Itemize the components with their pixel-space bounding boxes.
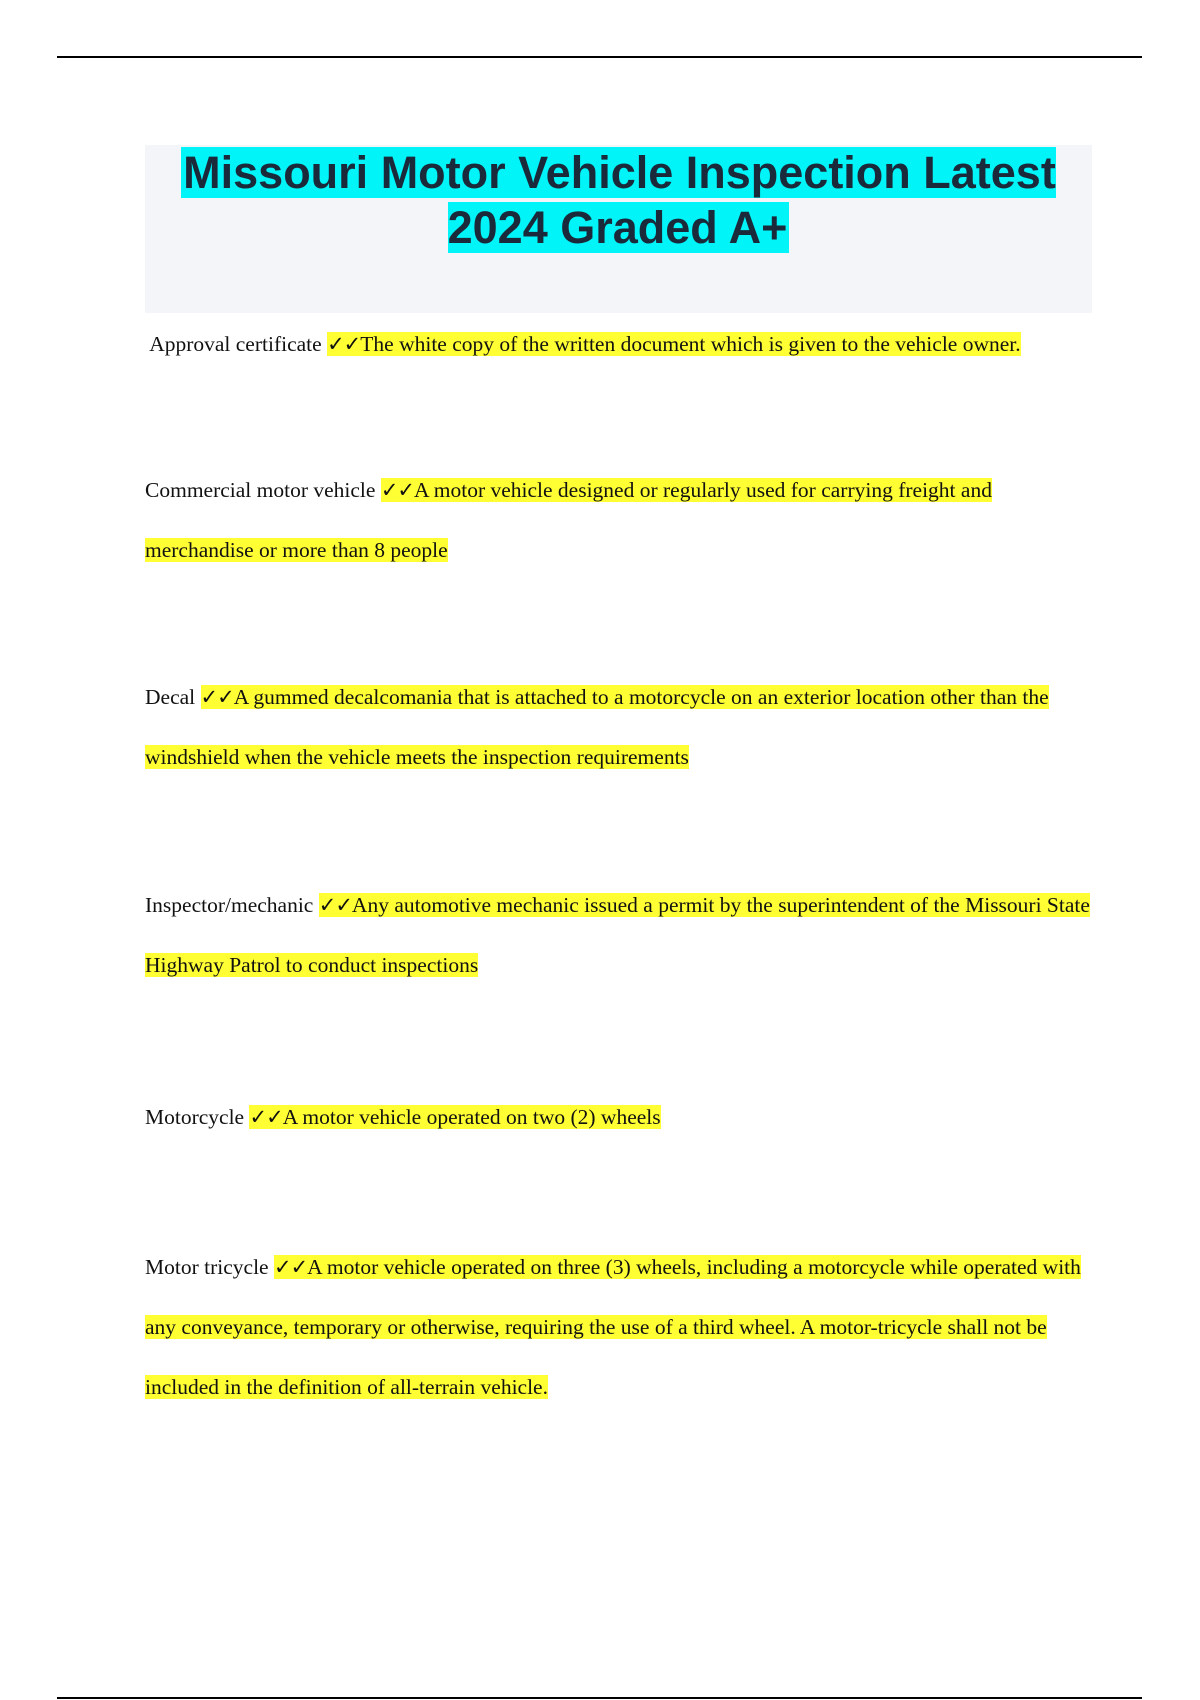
double-check-icon: ✓✓ (200, 685, 234, 709)
definition-entry (145, 460, 1090, 580)
entry-definition: A gummed decalcomania that is attached to a motorcycle on an exterior location other than the windshield when the vehicle meets the inspection requirements (145, 685, 1049, 769)
entry-term: Inspector/mechanic (145, 893, 319, 917)
entry-definition: A motor vehicle designed or regularly used for carrying freight and merchandise or more than 8 people (145, 478, 992, 562)
double-check-icon: ✓✓ (273, 1255, 308, 1279)
entry-definition: The white copy of the written document which is given to the vehicle owner. (360, 332, 1021, 356)
bottom-rule (57, 1697, 1142, 1699)
entry-definition-highlight (249, 1105, 660, 1129)
entry-definition: A motor vehicle operated on three (3) wheels, including a motorcycle while operated with any conveyance, temporary or otherwise, requiring the use of a third wheel. A motor-tricycle shall not be included in the definition of all-terrain vehicle. (145, 1255, 1081, 1399)
title-block (145, 145, 1092, 313)
entry-definition: Any automotive mechanic issued a permit by the superintendent of the Missouri State Highway Patrol to conduct inspections (145, 893, 1090, 977)
definition-entry (145, 875, 1090, 995)
entry-term: Motor tricycle (145, 1255, 274, 1279)
document-title (145, 145, 1092, 255)
entry-term: Motorcycle (145, 1105, 250, 1129)
entry-definition-highlight (327, 332, 1021, 356)
entry-term: Approval certificate (145, 332, 328, 356)
document-title-text: Missouri Motor Vehicle Inspection Latest 2024 Graded A+ (183, 147, 1056, 253)
top-rule (57, 56, 1142, 58)
entry-definition-highlight (145, 1255, 1081, 1399)
double-check-icon: ✓✓ (249, 1105, 283, 1129)
entry-definition-highlight (145, 685, 1049, 769)
double-check-icon: ✓✓ (318, 893, 352, 917)
definitions-list (145, 314, 1090, 1417)
double-check-icon: ✓✓ (327, 332, 361, 356)
definition-entry (145, 314, 1090, 374)
definition-entry (145, 667, 1090, 787)
entry-term: Decal (145, 685, 201, 709)
definition-entry (145, 1087, 1090, 1147)
entry-definition: A motor vehicle operated on two (2) wheels (282, 1105, 661, 1129)
definition-entry (145, 1237, 1090, 1417)
double-check-icon: ✓✓ (380, 478, 415, 502)
entry-term: Commercial motor vehicle (145, 478, 381, 502)
